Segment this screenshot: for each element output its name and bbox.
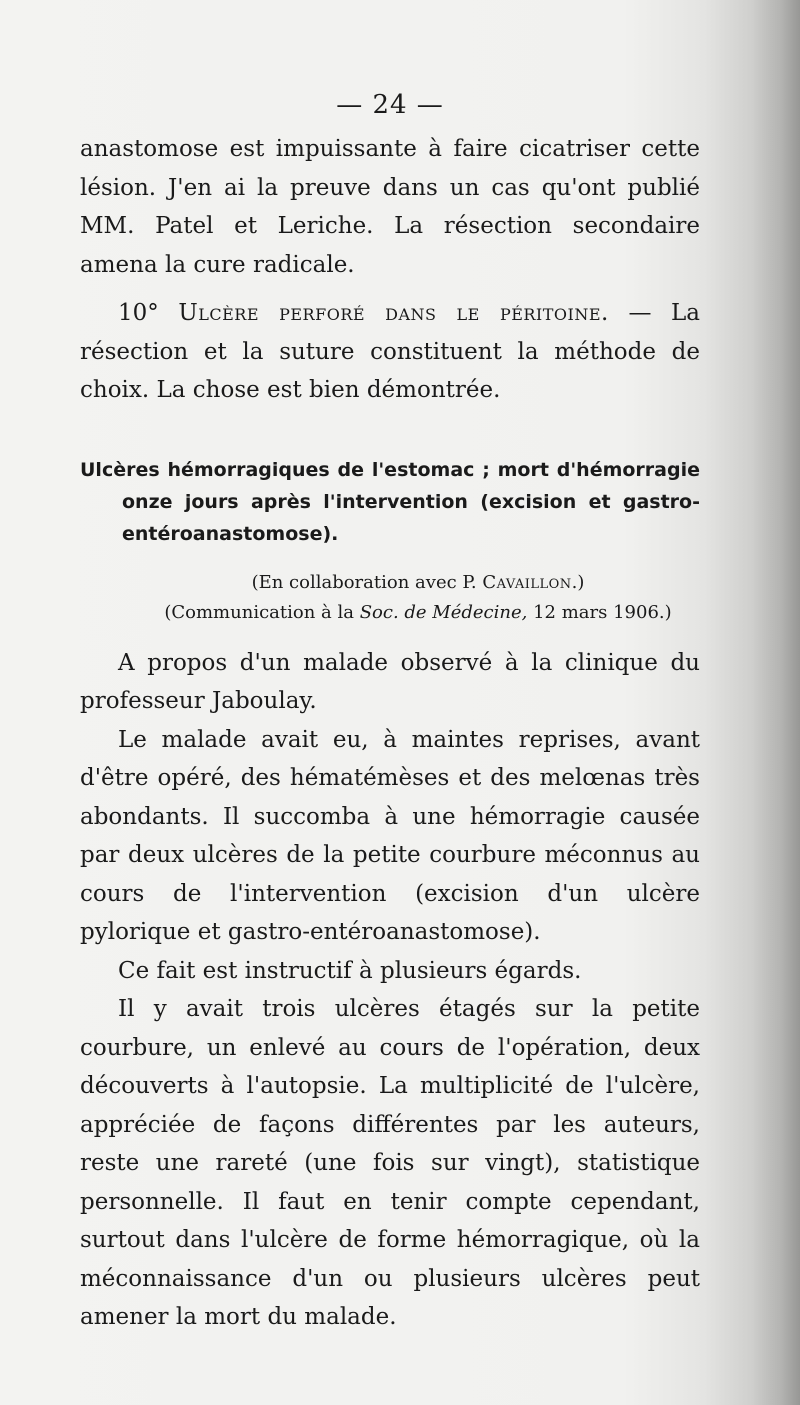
item-number: 10° (118, 300, 159, 326)
collaboration-line (80, 568, 700, 598)
item-title: Ulcère perforé dans le péritoine. (178, 300, 609, 326)
collab-name: Cavaillon (482, 571, 572, 593)
paragraph-multiplicity: Il y avait trois ulcères étagés sur la petite courbure, un enlevé au cours de l'opération, deux découverts à l'autopsie. La multiplicité de l'ulcère, appréciée de façons différentes par les auteurs, reste une rareté (une fois sur vingt), statistique personnelle. Il faut en tenir compte cependant, surtout dans l'ulcère de forme hémorragique, où la méconnaissance d'un ou plusieurs ulcères peut amener la mort du malade. (80, 996, 700, 1330)
comm-journal: Soc. de Médecine, (359, 601, 528, 623)
paragraph-perforated-ulcer (80, 294, 700, 410)
paragraph-continuation: anastomose est impuissante à faire cicatriser cette lésion. J'en ai la preuve dans un cas qu'ont publié MM. Patel et Leriche. La résection secondaire amena la cure radicale. (80, 136, 700, 278)
page-number: — 24 — (336, 90, 444, 120)
page-edge-shadow (752, 0, 800, 1405)
collab-suffix: .) (571, 571, 585, 593)
paragraph-instructive: Ce fait est instructif à plusieurs égards. (118, 957, 582, 984)
comm-date: 12 mars 1906.) (533, 601, 672, 623)
item-text: — La résection et la suture constituent la méthode de choix. La chose est bien démontrée. (80, 300, 701, 403)
communication-line (80, 598, 700, 628)
paragraph-intro: A propos d'un malade observé à la clinique du professeur Jaboulay. (80, 649, 700, 714)
page-content (80, 86, 700, 1337)
comm-prefix: (Communication à la (164, 601, 354, 623)
section-heading: Ulcères hémorragiques de l'estomac ; mort d'hémorragie onze jours après l'intervention (excision et gastro-entéroanastomose). (80, 458, 700, 545)
paragraph-case: Le malade avait eu, à maintes reprises, avant d'être opéré, des hématémèses et des melœnas très abondants. Il succomba à une hémorragie causée par deux ulcères de la petite courbure méconnus au cours de l'intervention (excision d'un ulcère pylorique et gastro-entéroanastomose). (80, 726, 700, 945)
collab-prefix: (En collaboration avec P. (251, 571, 477, 593)
